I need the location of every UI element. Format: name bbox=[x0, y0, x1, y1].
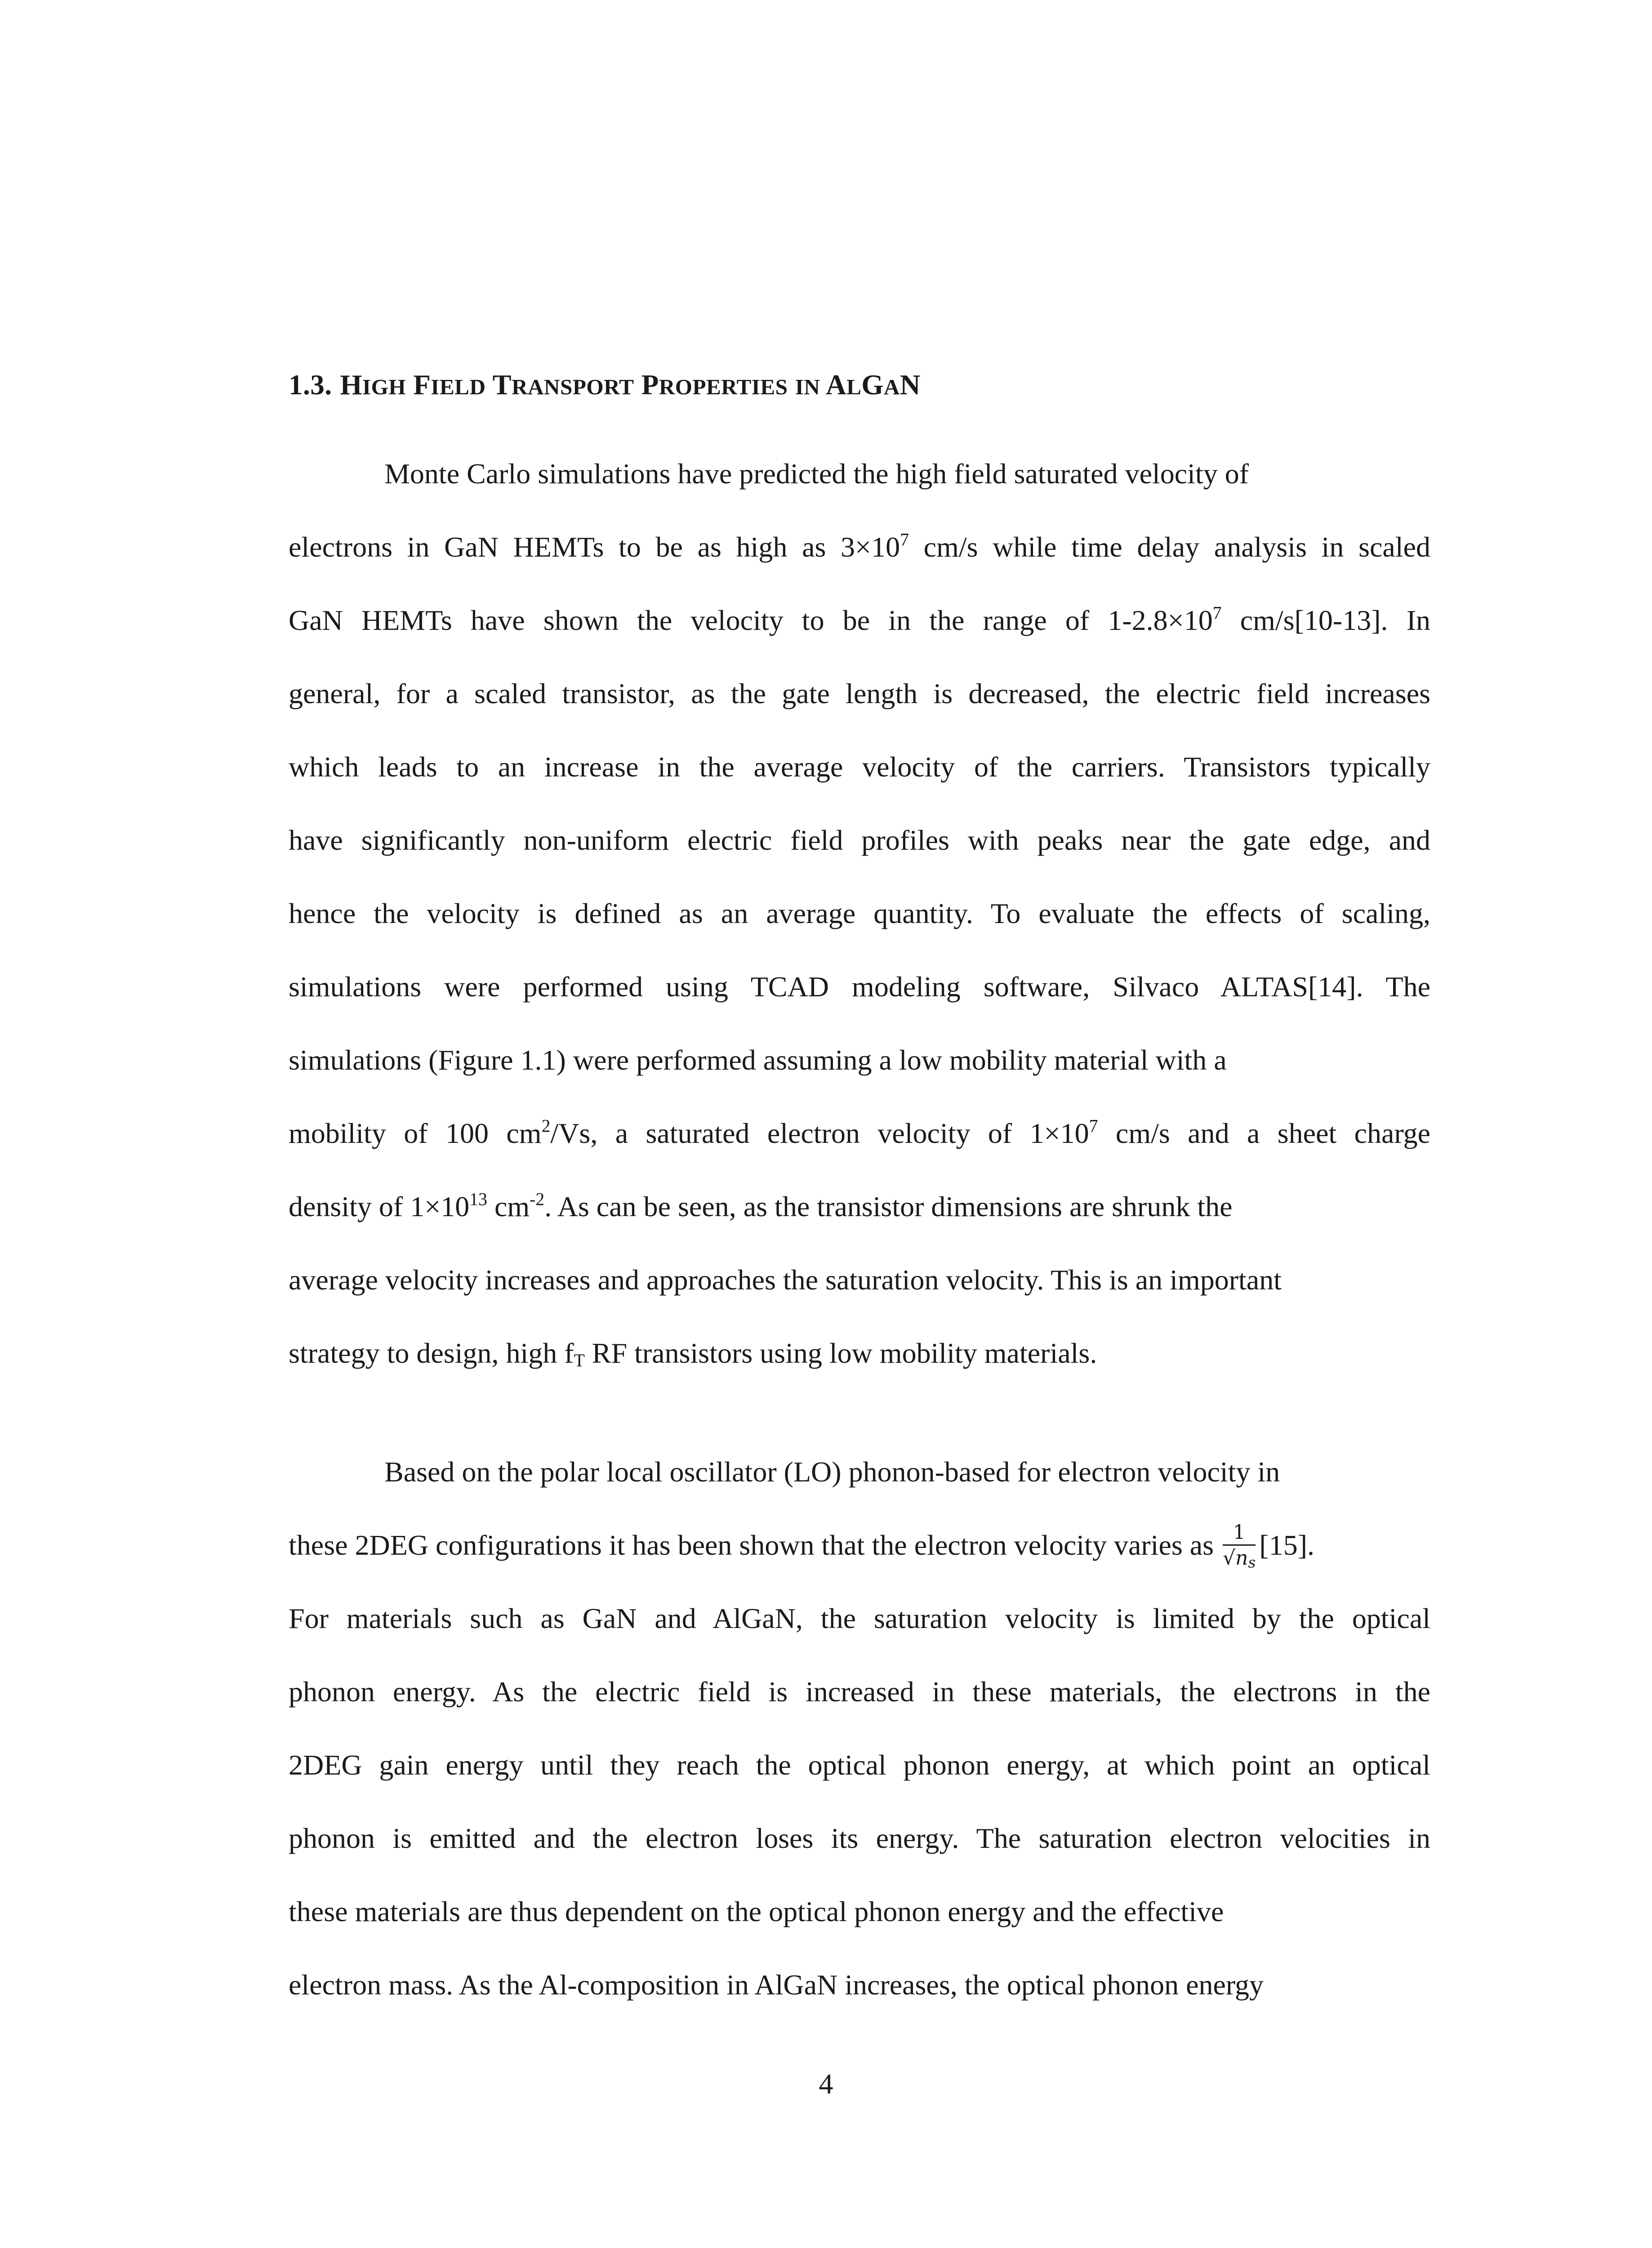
text-line: simulations (Figure 1.1) were performed assuming a low mobility material with a bbox=[289, 1044, 1227, 1076]
text-line: Monte Carlo simulations have predicted the high field saturated velocity of bbox=[384, 458, 1249, 490]
text-line: phonon is emitted and the electron loses its energy. The saturation electron velocities in bbox=[289, 1822, 1430, 1854]
text-line: For materials such as GaN and AlGaN, the saturation velocity is limited by the optical bbox=[289, 1602, 1430, 1634]
text-line: mobility of 100 $cm^2/Vs$, a saturated electron velocity of $1\times 10^7$ cm/s and a sheet charge bbox=[289, 1116, 1431, 1149]
text-line: which leads to an increase in the average velocity of the carriers. Transistors typically bbox=[289, 751, 1430, 783]
text-line: GaN HEMTs have shown the velocity to be in the range of $1-2.8\times 10^7$ cm/s[10-13]. In bbox=[289, 603, 1431, 636]
text-line: density of $1\times 10^{13}$ $cm^{-2}$. As can be seen, as the transistor dimensions are shrunk the bbox=[289, 1189, 1233, 1222]
paragraph-1 bbox=[289, 437, 1430, 1390]
text-line: electron mass. As the Al-composition in AlGaN increases, the optical phonon energy bbox=[289, 1969, 1264, 2001]
text-line: simulations were performed using TCAD modeling software, Silvaco ALTAS[14]. The bbox=[289, 971, 1430, 1003]
text-line: phonon energy. As the electric field is increased in these materials, the electrons in the bbox=[289, 1676, 1430, 1708]
text-line: these materials are thus dependent on the optical phonon energy and the effective bbox=[289, 1896, 1224, 1927]
heading-word-transport: TRANSPORT bbox=[492, 369, 634, 401]
text-line: hence the velocity is defined as an average quantity. To evaluate the effects of scaling, bbox=[289, 897, 1430, 929]
section-number: 1.3. bbox=[289, 369, 332, 401]
text-line: strategy to design, high $f_T$ RF transistors using low mobility materials. bbox=[289, 1337, 1097, 1370]
text-line: average velocity increases and approaches the saturation velocity. This is an important bbox=[289, 1264, 1282, 1296]
page-number: 4 bbox=[819, 2068, 833, 2100]
heading-word-field: FIELD bbox=[413, 369, 486, 401]
section-heading bbox=[289, 369, 921, 401]
text-line: have significantly non-uniform electric field profiles with peaks near the gate edge, and bbox=[289, 824, 1430, 856]
text-line: Based on the polar local oscillator (LO) phonon-based for electron velocity in bbox=[384, 1456, 1280, 1488]
text-line: general, for a scaled transistor, as the gate length is decreased, the electric field increases bbox=[289, 678, 1430, 709]
text-line: electrons in GaN HEMTs to be as high as $3\times 10^7$ cm/s while time delay analysis in scaled bbox=[289, 530, 1431, 563]
heading-word-high: HIGH bbox=[340, 369, 406, 401]
heading-word-algan: ALGAN bbox=[826, 369, 921, 401]
paragraph-2 bbox=[289, 1435, 1430, 2021]
heading-word-in: IN bbox=[795, 375, 820, 399]
heading-word-properties: PROPERTIES bbox=[641, 369, 788, 401]
text-line: 2DEG gain energy until they reach the optical phonon energy, at which point an optical bbox=[289, 1749, 1430, 1781]
text-line: these 2DEG configurations it has been shown that the electron velocity varies as $\frac{1}{√n_s}$ [15]. bbox=[289, 1521, 1314, 1571]
fraction-one-over-sqrt-ns: $\frac{1}{√n_s}$ bbox=[1223, 1521, 1256, 1571]
